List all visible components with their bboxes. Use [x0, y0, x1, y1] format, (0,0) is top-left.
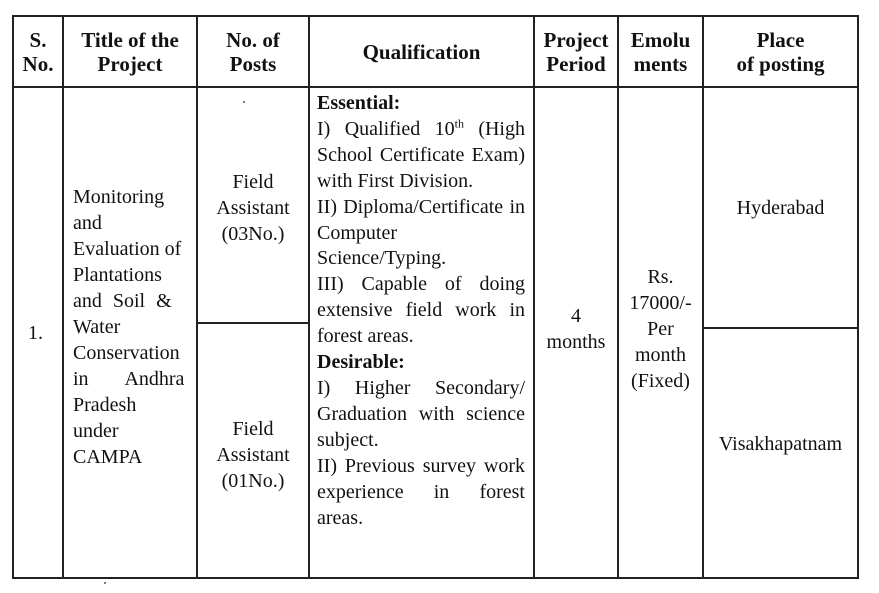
header-qualification: [310, 17, 533, 86]
essential-item-1-sup: th: [454, 116, 464, 131]
project-title-line: in Andhra: [73, 367, 185, 390]
header-emoluments-line1: Emolu: [630, 27, 691, 52]
essential-item-1-post: (High School Certificate Exam) with First Division.: [317, 117, 525, 192]
project-title-line: and Soil &: [73, 289, 172, 312]
project-title-line: and: [73, 211, 102, 234]
project-title: [73, 88, 191, 577]
place-visakhapatnam: Visakhapatnam: [718, 433, 843, 455]
emoluments-line: Per: [647, 317, 674, 340]
header-place-line1: Place: [756, 27, 805, 52]
essential-item-1-pre: I) Qualified 10: [317, 117, 455, 140]
header-sno: [14, 17, 62, 86]
project-title-line: Monitoring: [73, 185, 165, 208]
table-border-bottom: [12, 577, 859, 579]
desirable-heading: Desirable:: [317, 351, 405, 374]
header-sno-line1: S.: [29, 27, 47, 52]
header-qualification-text: Qualification: [362, 39, 481, 64]
scan-speck: [243, 101, 245, 103]
desirable-item-2: II) Previous survey work experience in forest areas.: [317, 454, 525, 529]
emoluments-cell: [619, 88, 702, 577]
emoluments-line: month: [634, 343, 687, 366]
posts-2-line: Field: [232, 417, 274, 440]
qualification-cell: [317, 91, 525, 531]
table-border-right: [857, 15, 859, 579]
posts-cell-1: [198, 88, 308, 322]
project-title-line: CAMPA: [73, 445, 143, 468]
row-sno-text: 1.: [28, 321, 43, 344]
posts-1-line: Field: [232, 171, 274, 193]
posts-1-line: (03No.): [221, 223, 285, 245]
project-title-line: under: [73, 419, 119, 442]
essential-heading: Essential:: [317, 92, 401, 114]
period-value: 4: [571, 304, 581, 327]
header-emoluments-line2: ments: [633, 51, 688, 76]
project-title-line: Conservation: [73, 341, 180, 364]
header-title-line2: Project: [97, 51, 163, 76]
header-period-line1: Project: [543, 27, 609, 52]
header-period: [535, 17, 617, 86]
period-unit: months: [546, 330, 606, 353]
header-posts-line2: Posts: [229, 51, 277, 76]
period-cell: [535, 88, 617, 577]
header-emoluments: [619, 17, 702, 86]
header-sno-line2: No.: [22, 51, 54, 76]
header-title-line1: Title of the: [81, 27, 179, 52]
project-title-line: Water: [73, 315, 121, 338]
place-cell-2: [704, 329, 857, 577]
col-divider-1: [62, 15, 64, 579]
header-place-line2: of posting: [736, 51, 825, 76]
posts-2-line: Assistant: [216, 443, 290, 466]
project-title-line: Pradesh: [73, 393, 137, 416]
essential-item-1: [317, 117, 525, 195]
place-cell-1: [704, 88, 857, 327]
header-place: [704, 17, 857, 86]
emoluments-line: (Fixed): [631, 369, 690, 392]
project-title-line: Plantations: [73, 263, 162, 286]
header-posts: [198, 17, 308, 86]
desirable-item-1: I) Higher Secondary/ Graduation with science subject.: [317, 376, 525, 451]
emoluments-line: 17000/-: [629, 291, 692, 314]
header-posts-line1: No. of: [226, 27, 280, 52]
scan-speck: [104, 582, 106, 584]
project-title-line: Evaluation of: [73, 237, 182, 260]
essential-item-2: II) Diploma/Certificate in Computer Science/Typing.: [317, 195, 525, 270]
posts-1-line: Assistant: [216, 197, 290, 219]
posts-cell-2: [198, 324, 308, 577]
row-sno: [14, 88, 62, 577]
col-divider-3: [308, 15, 310, 579]
emoluments-line: Rs.: [647, 265, 674, 288]
essential-item-3: III) Capable of doing extensive field work in forest areas.: [317, 273, 525, 348]
posts-2-line: (01No.): [221, 469, 285, 492]
place-hyderabad: Hyderabad: [736, 196, 825, 219]
header-title: [64, 17, 196, 86]
header-period-line2: Period: [546, 51, 606, 76]
